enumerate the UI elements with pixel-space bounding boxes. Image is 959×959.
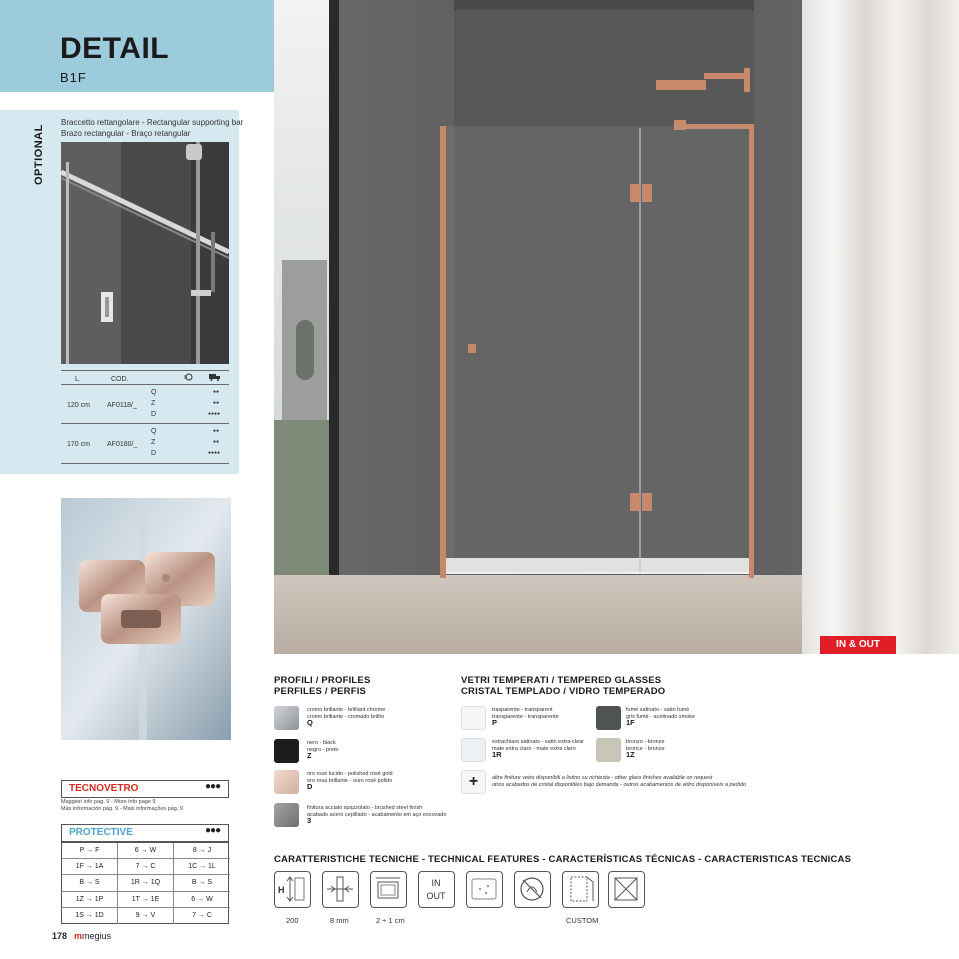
- glass-line: trasparente - transparent: [492, 707, 553, 713]
- glass-code: P: [492, 718, 498, 727]
- profile-code: 3: [307, 816, 312, 825]
- glasses-title-1: VETRI TEMPERATI / TEMPERED GLASSES: [461, 675, 662, 686]
- row2-code: AF0180/_: [107, 441, 138, 448]
- height-value: 200: [286, 916, 299, 925]
- row1-code: AF0118/_: [107, 402, 137, 409]
- row1-finish-1: Q: [151, 389, 157, 396]
- glass-swatch-satin-fume: [596, 706, 621, 730]
- other-finishes-note: [492, 775, 746, 788]
- glasses-title-2: CRISTAL TEMPLADO / VIDRO TEMPERADO: [461, 686, 666, 697]
- delivery-truck-icon: [209, 373, 221, 383]
- col-length-header: L.: [75, 376, 81, 383]
- page-title: DETAIL: [60, 32, 170, 65]
- glass-line: fumè satinato - satin fumè: [626, 707, 690, 713]
- row2-dots-3: ●●●●: [208, 450, 221, 456]
- page-number: 178: [52, 931, 68, 941]
- glass-item-3: [492, 739, 584, 759]
- glass-line: bronce - bronze: [626, 745, 665, 752]
- adjustment-value: 2 ÷ 1 cm: [376, 916, 405, 925]
- protective-cell: B → S: [62, 875, 118, 891]
- price-icon: [183, 373, 193, 383]
- tecnovetro-label: TECNOVETRO: [69, 783, 139, 794]
- glass-item-4: [626, 739, 665, 759]
- profile-item-2: [307, 740, 339, 760]
- table-rule: [61, 423, 229, 424]
- profile-line: nero - black: [307, 740, 336, 746]
- protective-cell: 1R → 1Q: [118, 875, 174, 891]
- profile-swatch-brushed-steel: [274, 803, 299, 827]
- profile-item-4: [307, 805, 446, 825]
- adjustment-icon: [370, 871, 407, 908]
- out-text: OUT: [426, 891, 446, 901]
- profile-line: oro rosa brillante - ouro rosé polido: [307, 777, 393, 784]
- plus-icon: +: [461, 770, 486, 794]
- row2-dots-1: ●●: [213, 428, 220, 434]
- protective-cell: 9 → V: [118, 908, 174, 924]
- profile-line: acabado acero cepillado - acabamento em aço escovado: [307, 811, 447, 818]
- row2-finish-2: Z: [151, 439, 156, 446]
- profile-line: cromo brillante - cromado brilho: [307, 713, 385, 720]
- other-finishes-line: altre finiture vetro disponibili a listino su richiesta - other glass finishes available on request: [492, 775, 713, 781]
- tecnovetro-dots: ●●●: [205, 781, 221, 792]
- profile-swatch-black: [274, 739, 299, 763]
- glass-swatch-satin-extra-clear: [461, 738, 486, 762]
- glass-line: transparente - transparente: [492, 713, 559, 720]
- hinge-photo: [61, 498, 231, 740]
- height-letter: H: [278, 885, 285, 895]
- protective-cell: 1Z → 1P: [62, 892, 118, 908]
- in-out-icon: [418, 871, 455, 908]
- optional-desc-line1: Braccetto rettangolare - Rectangular supporting bar: [61, 118, 244, 127]
- height-icon: [274, 871, 311, 908]
- profile-code: Q: [307, 718, 313, 727]
- row1-dots-3: ●●●●: [208, 411, 221, 417]
- row1-dots-2: ●●: [213, 400, 220, 406]
- in-text: IN: [431, 878, 441, 888]
- protective-cell: 1T → 1E: [118, 892, 174, 908]
- custom-size-icon: [562, 871, 599, 908]
- brand-name: megius: [82, 931, 112, 941]
- custom-value: CUSTOM: [566, 916, 599, 925]
- glass-line: extrachiaro satinato - satin extra-clear: [492, 739, 585, 745]
- profile-code: Z: [307, 751, 312, 760]
- protective-cell: B → S: [174, 875, 230, 891]
- row2-finish-3: D: [151, 450, 157, 457]
- tecnovetro-note-1: Maggiori info pag. 9 - More info page 9: [61, 799, 156, 805]
- profile-code: D: [307, 782, 313, 791]
- tech-features-title: CARATTERISTICHE TECNICHE - TECHNICAL FEATURES - CARACTERÍSTICAS TÉCNICAS - CARACTERISTICAS TECNICAS: [274, 854, 852, 865]
- profile-swatch-chrome: [274, 706, 299, 730]
- protective-grid: [61, 842, 229, 924]
- protective-label: PROTECTIVE: [69, 827, 133, 838]
- protective-cell: 1C → 1L: [174, 859, 230, 875]
- protective-cell: 1F → 1A: [62, 859, 118, 875]
- profiles-title-1: PROFILI / PROFILES: [274, 675, 371, 686]
- glass-item-2: [626, 707, 695, 727]
- glass-line: bronzo - bronze: [626, 739, 665, 745]
- glass-code: 1F: [626, 718, 635, 727]
- profile-line: finitura acciaio spazzolato - brushed steel finish: [307, 805, 423, 811]
- profile-line: oro rosé lucido - polished rosé gold: [307, 771, 393, 777]
- profile-line: negro - preto: [307, 746, 339, 753]
- no-cleaning-icon: [514, 871, 551, 908]
- row1-length: 120 cm: [67, 402, 90, 409]
- profile-item-3: [307, 771, 393, 791]
- profile-item-1: [307, 707, 385, 727]
- shower-enclosure-photo: [274, 0, 959, 654]
- profiles-title-2: PERFILES / PERFIS: [274, 686, 367, 697]
- table-rule: [61, 463, 229, 464]
- supporting-bar-photo: [61, 142, 229, 364]
- protective-cell: 6 → W: [174, 892, 230, 908]
- in-out-badge: IN & OUT: [820, 636, 896, 654]
- anticalc-icon: [466, 871, 503, 908]
- protective-cell: 1S → 1D: [62, 908, 118, 924]
- optional-label: OPTIONAL: [33, 124, 45, 185]
- row2-dots-2: ●●: [213, 439, 220, 445]
- col-code-header: COD.: [111, 376, 129, 383]
- glass-code: 1Z: [626, 750, 635, 759]
- frameless-icon: [608, 871, 645, 908]
- glass-item-1: [492, 707, 559, 727]
- protective-cell: 7 → C: [192, 911, 212, 919]
- protective-cell: 6 → W: [118, 843, 174, 859]
- brand-mark: m: [74, 931, 83, 941]
- row2-length: 170 cm: [67, 441, 90, 448]
- glass-swatch-transparent: [461, 706, 486, 730]
- brand-logo: [74, 931, 111, 941]
- profile-swatch-rose-gold: [274, 770, 299, 794]
- row2-finish-1: Q: [151, 428, 157, 435]
- row1-dots-1: ●●: [213, 389, 220, 395]
- tecnovetro-note-2: Más información pág. 9 - Mais informações pág. 9: [61, 806, 183, 812]
- protective-cell: 7 → C: [118, 859, 174, 875]
- other-finishes-line: otros acabados de cristal disponibles bajo demanda - outros acabamentos de vidro disponíveis a pedido: [492, 781, 747, 788]
- glass-line: mate extra claro - mate extra claro: [492, 745, 576, 752]
- glass-line: gris fumè - acetinado smoke: [626, 713, 696, 720]
- optional-table: [61, 370, 229, 466]
- glass-code: 1R: [492, 750, 502, 759]
- row1-finish-3: D: [151, 411, 157, 418]
- protective-cell: P → F: [62, 843, 118, 859]
- glass-swatch-bronze: [596, 738, 621, 762]
- protective-cell: 8 → J: [174, 843, 230, 859]
- optional-desc-line2: Brazo rectangular - Braço retangular: [61, 129, 191, 138]
- row1-finish-2: Z: [151, 400, 156, 407]
- thickness-value: 8 mm: [330, 916, 349, 925]
- protective-dots: ●●●: [205, 825, 221, 836]
- table-rule: [61, 384, 229, 385]
- model-code: B1F: [60, 70, 87, 85]
- table-rule: [61, 370, 229, 371]
- glass-thickness-icon: [322, 871, 359, 908]
- profile-line: cromo brillante - brilliant chrome: [307, 707, 386, 713]
